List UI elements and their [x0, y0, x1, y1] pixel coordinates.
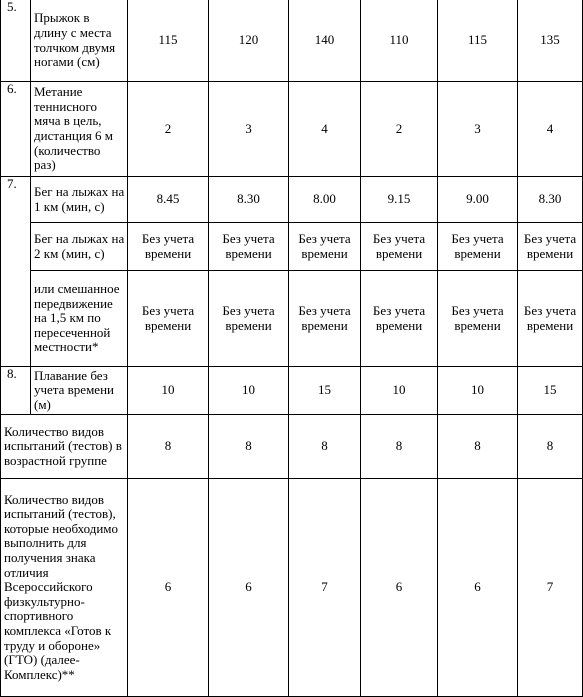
value-cell: 4	[518, 82, 583, 177]
table-subrow-7a	[1, 223, 583, 271]
value-cell: Без учета времени	[518, 223, 583, 271]
value-cell: 7	[289, 479, 361, 697]
value-cell: 15	[518, 367, 583, 415]
value-cell: 2	[128, 82, 209, 177]
summary-label: Количество видов испытаний (тестов) в возрастной группе	[1, 415, 128, 479]
test-name: Бег на лыжах на 1 км (мин, с)	[31, 177, 128, 223]
value-cell: 8	[209, 415, 289, 479]
value-cell: 8.30	[518, 177, 583, 223]
table-row-8	[1, 367, 583, 415]
value-cell: 8	[128, 415, 209, 479]
test-name: или смешанное передвижение на 1,5 км по пересеченной местности*	[31, 271, 128, 367]
value-cell: 6	[361, 479, 438, 697]
value-cell: 8	[361, 415, 438, 479]
test-name: Прыжок в длину с места толчком двумя ногами (см)	[31, 0, 128, 82]
value-cell: 110	[361, 0, 438, 82]
value-cell: 10	[361, 367, 438, 415]
value-cell: 6	[128, 479, 209, 697]
value-cell: 4	[289, 82, 361, 177]
value-cell: 8	[289, 415, 361, 479]
value-cell: Без учета времени	[209, 223, 289, 271]
value-cell: 9.00	[438, 177, 518, 223]
value-cell: 10	[128, 367, 209, 415]
value-cell: Без учета времени	[128, 223, 209, 271]
value-cell: 120	[209, 0, 289, 82]
summary-row-total-tests	[1, 415, 583, 479]
table-row-7	[1, 177, 583, 223]
value-cell: Без учета времени	[361, 271, 438, 367]
value-cell: 135	[518, 0, 583, 82]
value-cell: 8	[518, 415, 583, 479]
value-cell: Без учета времени	[128, 271, 209, 367]
table-row-6	[1, 82, 583, 177]
value-cell: Без учета времени	[209, 271, 289, 367]
value-cell: 140	[289, 0, 361, 82]
value-cell: 115	[438, 0, 518, 82]
value-cell: Без учета времени	[361, 223, 438, 271]
value-cell: Без учета времени	[518, 271, 583, 367]
value-cell: 115	[128, 0, 209, 82]
value-cell: 10	[438, 367, 518, 415]
test-name: Метание теннисного мяча в цель, дистанция 6 м (количество раз)	[31, 82, 128, 177]
value-cell: Без учета времени	[438, 271, 518, 367]
value-cell: 3	[438, 82, 518, 177]
value-cell: 8.30	[209, 177, 289, 223]
summary-label: Количество видов испытаний (тестов), которые необходимо выполнить для получения знака отличия Всероссийского физкультурно-спортивного комплекса «Готов к труду и обороне» (ГТО) (далее- Комплекс)**	[1, 479, 128, 697]
row-number: 6.	[1, 82, 31, 177]
value-cell: 6	[209, 479, 289, 697]
value-cell: 10	[209, 367, 289, 415]
test-name: Бег на лыжах на 2 км (мин, с)	[31, 223, 128, 271]
value-cell: 9.15	[361, 177, 438, 223]
row-number: 7.	[1, 177, 31, 367]
value-cell: Без учета времени	[438, 223, 518, 271]
value-cell: 2	[361, 82, 438, 177]
value-cell: 7	[518, 479, 583, 697]
summary-row-required-tests	[1, 479, 583, 697]
value-cell: 8.00	[289, 177, 361, 223]
value-cell: Без учета времени	[289, 223, 361, 271]
value-cell: 15	[289, 367, 361, 415]
test-name: Плавание без учета времени (м)	[31, 367, 128, 415]
row-number: 5.	[1, 0, 31, 82]
table-subrow-7b	[1, 271, 583, 367]
value-cell: 3	[209, 82, 289, 177]
value-cell: Без учета времени	[289, 271, 361, 367]
table-row-5	[1, 0, 583, 82]
value-cell: 8.45	[128, 177, 209, 223]
value-cell: 6	[438, 479, 518, 697]
row-number: 8.	[1, 367, 31, 415]
value-cell: 8	[438, 415, 518, 479]
